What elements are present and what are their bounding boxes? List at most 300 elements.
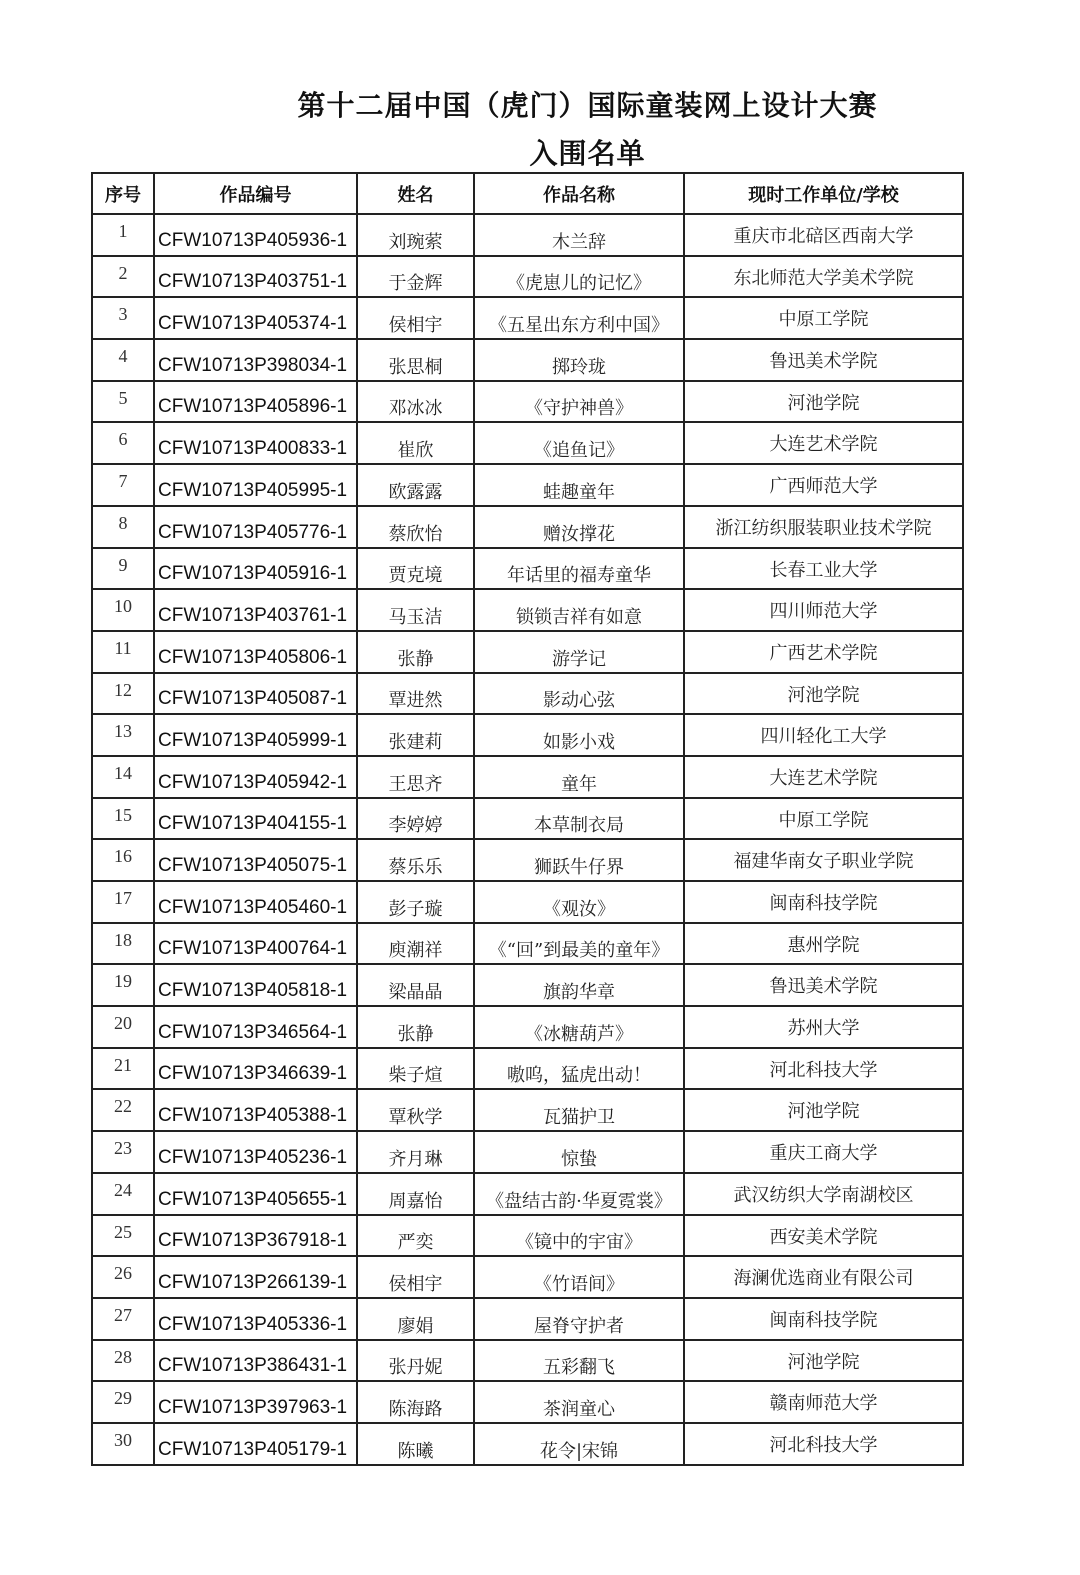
cell-serial-number-cell — [92, 798, 154, 840]
cell-entry-code-cell — [154, 1256, 357, 1298]
cell-work-title: 《追鱼记》 — [534, 440, 624, 462]
cell-work-title: 游学记 — [552, 648, 606, 670]
table-row — [92, 1173, 963, 1215]
cell-serial-number: 24 — [114, 1179, 132, 1200]
cell-affiliation: 四川轻化工大学 — [760, 726, 887, 748]
cell-name: 陈海路 — [388, 1398, 443, 1420]
cell-affiliation-cell — [684, 1340, 963, 1382]
table-row — [92, 881, 963, 923]
cell-affiliation: 大连艺术学院 — [769, 434, 878, 456]
table-row — [92, 1256, 963, 1298]
cell-entry-code-cell — [154, 1298, 357, 1340]
cell-affiliation: 重庆市北碚区西南大学 — [733, 226, 914, 247]
cell-work-title-cell — [474, 339, 684, 381]
cell-serial-number: 22 — [114, 1096, 132, 1117]
table-row — [92, 798, 963, 840]
cell-work-title-cell — [474, 923, 684, 965]
cell-serial-number: 7 — [118, 471, 128, 492]
cell-affiliation-cell — [684, 1089, 963, 1131]
cell-affiliation: 河池学院 — [787, 392, 860, 414]
document-title: 第十二届中国（虎门）国际童装网上设计大赛 — [297, 89, 878, 122]
cell-name: 于金辉 — [388, 273, 443, 295]
cell-serial-number: 16 — [114, 846, 132, 867]
cell-serial-number: 15 — [114, 804, 132, 825]
cell-serial-number-cell — [92, 339, 154, 381]
cell-entry-code: CFW10713P405818-1 — [158, 980, 348, 1002]
cell-name: 张静 — [397, 1023, 434, 1045]
cell-affiliation: 苏州大学 — [787, 1018, 860, 1040]
cell-work-title: 锁锁吉祥有如意 — [516, 606, 642, 628]
cell-work-title-cell — [474, 214, 684, 256]
cell-name-cell — [357, 339, 474, 381]
cell-work-title: 年话里的福寿童华 — [507, 565, 651, 587]
cell-serial-number-cell — [92, 839, 154, 881]
cell-name: 王思齐 — [388, 773, 443, 795]
cell-serial-number: 5 — [118, 387, 128, 408]
cell-serial-number: 11 — [114, 637, 132, 658]
header-work-title: 作品名称 — [474, 173, 684, 214]
cell-name: 侯相宇 — [388, 315, 443, 337]
table-row — [92, 1423, 963, 1465]
cell-name-cell — [357, 1048, 474, 1090]
cell-affiliation: 长春工业大学 — [769, 559, 878, 581]
cell-name-cell — [357, 1256, 474, 1298]
cell-name-cell — [357, 548, 474, 590]
cell-work-title-cell — [474, 839, 684, 881]
cell-affiliation: 浙江纺织服装职业技术学院 — [715, 517, 932, 539]
cell-affiliation-cell — [684, 756, 963, 798]
table-row — [92, 631, 963, 673]
cell-entry-code: CFW10713P405916-1 — [158, 563, 348, 585]
cell-entry-code-cell — [154, 964, 357, 1006]
cell-name-cell — [357, 839, 474, 881]
cell-work-title: 蛙趣童年 — [543, 481, 615, 503]
table-row — [92, 673, 963, 715]
cell-work-title-cell — [474, 673, 684, 715]
cell-name: 周嘉怡 — [388, 1190, 443, 1212]
header-affiliation: 现时工作单位/学校 — [684, 173, 963, 214]
cell-entry-code-cell — [154, 339, 357, 381]
cell-serial-number: 21 — [114, 1054, 132, 1075]
cell-name: 崔欣 — [397, 440, 434, 462]
cell-work-title-cell — [474, 1131, 684, 1173]
cell-affiliation-cell — [684, 673, 963, 715]
cell-name: 侯相宇 — [388, 1273, 443, 1295]
cell-entry-code-cell — [154, 1089, 357, 1131]
cell-entry-code-cell — [154, 631, 357, 673]
cell-name: 张丹妮 — [388, 1357, 443, 1379]
cell-name: 蔡乐乐 — [388, 857, 443, 878]
cell-work-title: 《五星出东方利中国》 — [489, 315, 669, 337]
cell-serial-number-cell — [92, 381, 154, 423]
table-row — [92, 339, 963, 381]
cell-entry-code-cell — [154, 756, 357, 798]
cell-name: 覃进然 — [388, 690, 443, 712]
cell-serial-number-cell — [92, 756, 154, 798]
cell-entry-code: CFW10713P405936-1 — [158, 229, 348, 251]
cell-affiliation: 重庆工商大学 — [769, 1143, 878, 1165]
cell-affiliation-cell — [684, 256, 963, 298]
cell-work-title: 茶润童心 — [543, 1398, 615, 1420]
finalist-table — [91, 172, 964, 1466]
cell-name-cell — [357, 923, 474, 965]
table-row — [92, 297, 963, 339]
table-row — [92, 839, 963, 881]
cell-serial-number-cell — [92, 214, 154, 256]
cell-name-cell — [357, 1131, 474, 1173]
cell-entry-code-cell — [154, 1048, 357, 1090]
cell-entry-code: CFW10713P367918-1 — [158, 1230, 348, 1252]
cell-entry-code: CFW10713P405776-1 — [158, 521, 348, 543]
document-subtitle: 入围名单 — [529, 137, 646, 170]
cell-serial-number: 27 — [114, 1304, 132, 1325]
cell-name-cell — [357, 506, 474, 548]
header-name: 姓名 — [357, 173, 474, 214]
cell-affiliation: 大连艺术学院 — [769, 767, 878, 789]
cell-work-title: 赠汝撑花 — [543, 523, 615, 545]
cell-entry-code-cell — [154, 881, 357, 923]
cell-work-title: 本草制衣局 — [534, 815, 624, 837]
cell-entry-code: CFW10713P405460-1 — [158, 896, 348, 918]
cell-serial-number: 28 — [114, 1346, 132, 1367]
cell-work-title-cell — [474, 756, 684, 798]
table-row — [92, 1215, 963, 1257]
cell-serial-number-cell — [92, 923, 154, 965]
cell-work-title: 《守护神兽》 — [525, 398, 633, 420]
cell-affiliation: 鲁迅美术学院 — [769, 976, 878, 998]
cell-serial-number-cell — [92, 1340, 154, 1382]
cell-name: 梁晶晶 — [388, 982, 443, 1004]
cell-serial-number-cell — [92, 1131, 154, 1173]
cell-work-title-cell — [474, 714, 684, 756]
cell-name: 邓冰冰 — [388, 398, 443, 420]
cell-serial-number-cell — [92, 1256, 154, 1298]
cell-serial-number-cell — [92, 422, 154, 464]
table-row — [92, 756, 963, 798]
cell-work-title: 《虎崽儿的记忆》 — [507, 273, 651, 295]
cell-entry-code-cell — [154, 1006, 357, 1048]
table-body — [92, 214, 963, 1465]
cell-name-cell — [357, 297, 474, 339]
cell-name: 柴子煊 — [388, 1065, 443, 1087]
cell-work-title: 花令|宋锦 — [539, 1440, 619, 1462]
cell-serial-number: 14 — [114, 762, 132, 783]
cell-serial-number-cell — [92, 1423, 154, 1465]
cell-work-title: 《竹语间》 — [534, 1273, 624, 1295]
cell-work-title-cell — [474, 464, 684, 506]
cell-entry-code-cell — [154, 1173, 357, 1215]
cell-affiliation-cell — [684, 297, 963, 339]
header-entry-code: 作品编号 — [154, 173, 357, 214]
cell-affiliation-cell — [684, 1256, 963, 1298]
cell-work-title: 屋脊守护者 — [534, 1315, 624, 1337]
cell-serial-number: 23 — [114, 1138, 132, 1159]
cell-affiliation-cell — [684, 631, 963, 673]
cell-affiliation: 河池学院 — [787, 1101, 860, 1123]
cell-name: 李婷婷 — [388, 815, 443, 837]
cell-name-cell — [357, 1340, 474, 1382]
cell-name: 严奕 — [397, 1232, 434, 1254]
cell-name: 贾克境 — [388, 565, 443, 587]
cell-affiliation: 中原工学院 — [778, 809, 869, 831]
cell-name: 刘琬萦 — [388, 231, 443, 253]
cell-entry-code: CFW10713P398034-1 — [158, 354, 348, 376]
cell-work-title: 《冰糖葫芦》 — [525, 1023, 633, 1045]
cell-name: 齐月琳 — [388, 1148, 443, 1170]
cell-entry-code: CFW10713P405087-1 — [158, 688, 348, 710]
cell-work-title-cell — [474, 297, 684, 339]
cell-serial-number: 12 — [114, 679, 132, 700]
cell-entry-code-cell — [154, 464, 357, 506]
table-row — [92, 1298, 963, 1340]
cell-affiliation-cell — [684, 964, 963, 1006]
cell-affiliation-cell — [684, 506, 963, 548]
table-row — [92, 381, 963, 423]
cell-affiliation: 武汉纺织大学南湖校区 — [733, 1184, 914, 1206]
cell-entry-code-cell — [154, 506, 357, 548]
cell-entry-code: CFW10713P346564-1 — [158, 1021, 348, 1043]
cell-name: 张静 — [397, 648, 434, 670]
cell-serial-number-cell — [92, 297, 154, 339]
table-row — [92, 506, 963, 548]
cell-serial-number-cell — [92, 714, 154, 756]
table-row — [92, 1340, 963, 1382]
cell-affiliation-cell — [684, 1215, 963, 1257]
cell-entry-code: CFW10713P405999-1 — [158, 729, 348, 751]
table-row — [92, 256, 963, 298]
cell-affiliation: 河池学院 — [787, 684, 860, 706]
cell-serial-number-cell — [92, 881, 154, 923]
cell-name-cell — [357, 381, 474, 423]
cell-work-title-cell — [474, 1048, 684, 1090]
cell-affiliation: 鲁迅美术学院 — [769, 351, 878, 373]
cell-entry-code-cell — [154, 714, 357, 756]
cell-name: 陈曦 — [397, 1440, 434, 1462]
cell-serial-number: 9 — [118, 554, 128, 575]
cell-affiliation: 闽南科技学院 — [769, 1309, 878, 1331]
cell-serial-number-cell — [92, 673, 154, 715]
cell-entry-code: CFW10713P405388-1 — [158, 1105, 348, 1127]
cell-name-cell — [357, 1089, 474, 1131]
cell-entry-code: CFW10713P405336-1 — [158, 1313, 348, 1335]
cell-affiliation: 广西艺术学院 — [769, 642, 878, 664]
table-row — [92, 422, 963, 464]
cell-work-title-cell — [474, 1256, 684, 1298]
cell-name-cell — [357, 1298, 474, 1340]
cell-work-title: 瓦猫护卫 — [543, 1107, 615, 1129]
cell-work-title: 五彩翻飞 — [543, 1357, 615, 1379]
cell-name-cell — [357, 798, 474, 840]
cell-affiliation: 东北师范大学美术学院 — [733, 267, 914, 289]
cell-name-cell — [357, 464, 474, 506]
cell-work-title-cell — [474, 1173, 684, 1215]
cell-affiliation-cell — [684, 214, 963, 256]
cell-serial-number-cell — [92, 964, 154, 1006]
cell-work-title-cell — [474, 1381, 684, 1423]
cell-affiliation-cell — [684, 1298, 963, 1340]
cell-affiliation-cell — [684, 1173, 963, 1215]
cell-entry-code-cell — [154, 1423, 357, 1465]
cell-affiliation-cell — [684, 1131, 963, 1173]
cell-work-title: 木兰辞 — [552, 231, 606, 253]
cell-entry-code: CFW10713P405075-1 — [158, 855, 348, 876]
cell-work-title: 《“回”到最美的童年》 — [488, 940, 670, 962]
cell-serial-number: 30 — [114, 1429, 132, 1450]
cell-serial-number-cell — [92, 548, 154, 590]
cell-serial-number: 1 — [118, 221, 128, 241]
cell-entry-code: CFW10713P266139-1 — [158, 1271, 348, 1293]
cell-affiliation-cell — [684, 339, 963, 381]
cell-serial-number-cell — [92, 1381, 154, 1423]
cell-name-cell — [357, 673, 474, 715]
cell-work-title: 如影小戏 — [543, 731, 615, 753]
cell-serial-number-cell — [92, 256, 154, 298]
cell-serial-number-cell — [92, 1215, 154, 1257]
cell-name-cell — [357, 1006, 474, 1048]
cell-name-cell — [357, 756, 474, 798]
cell-affiliation: 四川师范大学 — [769, 601, 878, 623]
cell-entry-code-cell — [154, 589, 357, 631]
cell-affiliation-cell — [684, 1006, 963, 1048]
cell-entry-code-cell — [154, 1381, 357, 1423]
cell-work-title-cell — [474, 798, 684, 840]
table-row — [92, 589, 963, 631]
cell-affiliation: 中原工学院 — [778, 309, 869, 331]
cell-affiliation-cell — [684, 839, 963, 881]
cell-name: 廖娟 — [397, 1315, 434, 1337]
cell-entry-code: CFW10713P405806-1 — [158, 646, 348, 668]
cell-work-title: 影动心弦 — [543, 690, 615, 712]
cell-name-cell — [357, 964, 474, 1006]
cell-work-title-cell — [474, 548, 684, 590]
cell-work-title-cell — [474, 422, 684, 464]
cell-entry-code-cell — [154, 422, 357, 464]
cell-affiliation: 海澜优选商业有限公司 — [733, 1268, 914, 1290]
cell-work-title-cell — [474, 256, 684, 298]
cell-serial-number: 17 — [114, 888, 132, 908]
cell-name-cell — [357, 1215, 474, 1257]
cell-serial-number: 25 — [114, 1221, 132, 1242]
cell-name: 张建莉 — [388, 731, 443, 753]
cell-entry-code: CFW10713P405995-1 — [158, 479, 348, 501]
cell-work-title-cell — [474, 1298, 684, 1340]
cell-affiliation-cell — [684, 589, 963, 631]
cell-name-cell — [357, 1423, 474, 1465]
cell-name-cell — [357, 631, 474, 673]
cell-name: 彭子璇 — [388, 898, 443, 920]
cell-entry-code: CFW10713P403751-1 — [158, 271, 348, 293]
cell-entry-code: CFW10713P403761-1 — [158, 604, 348, 626]
cell-work-title: 旗韵华章 — [543, 982, 615, 1004]
header-serial-number: 序号 — [92, 173, 154, 214]
cell-affiliation: 河池学院 — [787, 1351, 860, 1373]
cell-affiliation-cell — [684, 1381, 963, 1423]
cell-affiliation-cell — [684, 1048, 963, 1090]
cell-name: 庾潮祥 — [388, 940, 443, 962]
cell-entry-code: CFW10713P405374-1 — [158, 313, 348, 335]
cell-serial-number: 10 — [114, 596, 132, 617]
cell-affiliation: 福建华南女子职业学院 — [733, 851, 914, 873]
cell-serial-number-cell — [92, 506, 154, 548]
cell-affiliation-cell — [684, 1423, 963, 1465]
cell-entry-code: CFW10713P346639-1 — [158, 1063, 348, 1085]
cell-work-title: 狮跃牛仔界 — [534, 857, 624, 878]
cell-work-title: 《观汝》 — [543, 898, 615, 920]
cell-serial-number-cell — [92, 1006, 154, 1048]
cell-work-title: 童年 — [561, 773, 597, 795]
cell-work-title-cell — [474, 589, 684, 631]
cell-serial-number: 8 — [118, 512, 128, 533]
cell-serial-number-cell — [92, 1089, 154, 1131]
cell-work-title: 《盘结古韵·华夏霓裳》 — [486, 1190, 672, 1212]
cell-name-cell — [357, 1173, 474, 1215]
cell-name: 欧露露 — [388, 481, 443, 503]
cell-entry-code: CFW10713P397963-1 — [158, 1396, 348, 1418]
cell-serial-number-cell — [92, 1048, 154, 1090]
cell-affiliation: 惠州学院 — [787, 934, 860, 956]
cell-affiliation-cell — [684, 923, 963, 965]
cell-name-cell — [357, 1381, 474, 1423]
cell-entry-code-cell — [154, 1131, 357, 1173]
table-row — [92, 1006, 963, 1048]
cell-entry-code: CFW10713P405179-1 — [158, 1438, 348, 1460]
table-row — [92, 1048, 963, 1090]
cell-name-cell — [357, 881, 474, 923]
cell-work-title-cell — [474, 1423, 684, 1465]
cell-entry-code-cell — [154, 839, 357, 881]
cell-name: 蔡欣怡 — [388, 523, 443, 545]
cell-name-cell — [357, 214, 474, 256]
cell-entry-code: CFW10713P386431-1 — [158, 1355, 348, 1377]
table-header-row — [92, 173, 963, 214]
cell-affiliation: 西安美术学院 — [769, 1226, 878, 1248]
cell-affiliation-cell — [684, 881, 963, 923]
cell-serial-number: 3 — [118, 304, 128, 325]
table-row — [92, 1381, 963, 1423]
cell-entry-code-cell — [154, 297, 357, 339]
cell-affiliation: 河北科技大学 — [769, 1059, 878, 1081]
cell-name-cell — [357, 256, 474, 298]
cell-serial-number-cell — [92, 1173, 154, 1215]
cell-entry-code: CFW10713P405236-1 — [158, 1146, 348, 1168]
table-row — [92, 548, 963, 590]
cell-affiliation: 河北科技大学 — [769, 1434, 878, 1456]
table-row — [92, 714, 963, 756]
cell-entry-code-cell — [154, 381, 357, 423]
cell-work-title-cell — [474, 881, 684, 923]
cell-serial-number-cell — [92, 589, 154, 631]
cell-entry-code-cell — [154, 214, 357, 256]
cell-affiliation-cell — [684, 548, 963, 590]
cell-serial-number: 18 — [114, 929, 132, 950]
cell-entry-code: CFW10713P405896-1 — [158, 396, 348, 418]
cell-work-title-cell — [474, 1006, 684, 1048]
cell-entry-code: CFW10713P404155-1 — [158, 813, 348, 835]
cell-serial-number: 4 — [118, 346, 128, 367]
table-row — [92, 923, 963, 965]
cell-entry-code-cell — [154, 923, 357, 965]
cell-serial-number: 26 — [114, 1263, 132, 1284]
cell-name: 马玉洁 — [388, 606, 443, 628]
cell-serial-number-cell — [92, 464, 154, 506]
cell-affiliation: 广西师范大学 — [769, 476, 878, 498]
cell-affiliation: 赣南师范大学 — [769, 1393, 878, 1415]
cell-name-cell — [357, 714, 474, 756]
cell-name-cell — [357, 422, 474, 464]
cell-work-title: 惊蛰 — [561, 1148, 597, 1170]
cell-entry-code-cell — [154, 256, 357, 298]
cell-work-title: 嗷呜，猛虎出动！ — [507, 1065, 651, 1087]
